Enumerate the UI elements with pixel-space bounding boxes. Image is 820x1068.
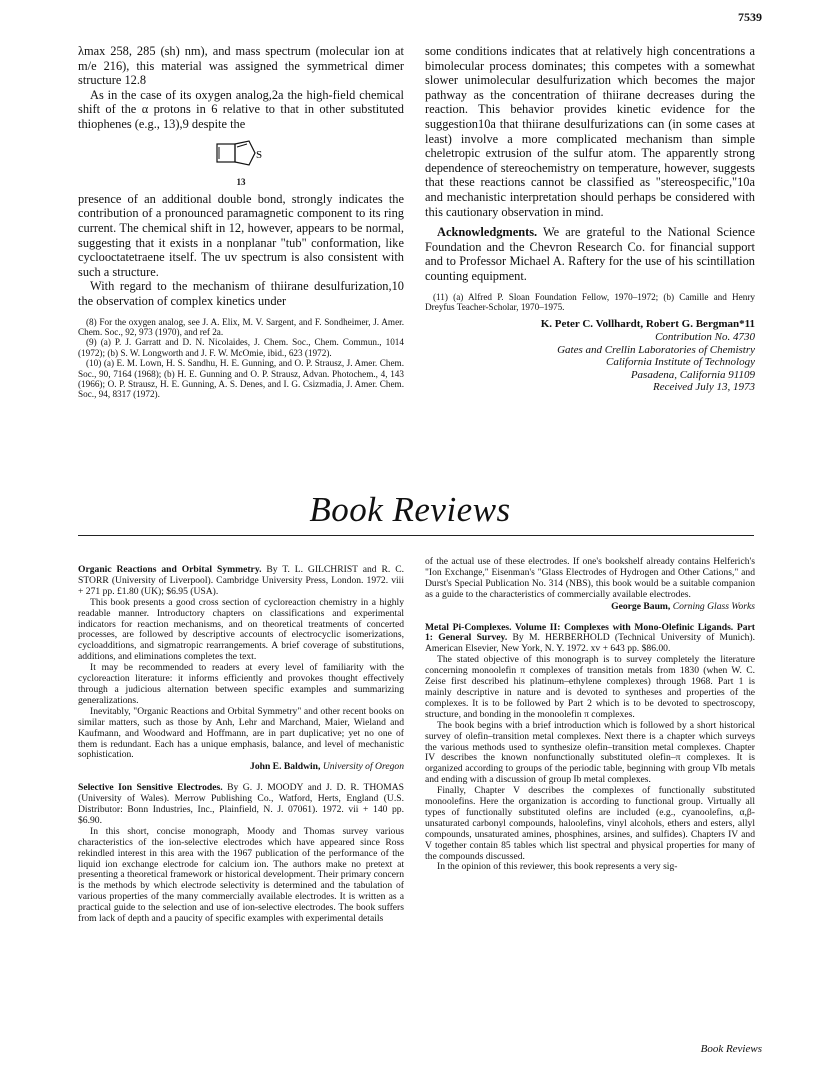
acknowledgments: [425, 225, 755, 283]
authors: K. Peter C. Vollhardt, Robert G. Bergman*11: [540, 318, 755, 331]
review-meta: By T. L. GILCHRIST and R. C. STORR (University of Liverpool). Cambridge University Press, London. 1972. viii + 271 pp. £1.80 (UK); $6.95 (USA).: [78, 564, 404, 597]
paragraph: Finally, Chapter V describes the complexes of functionally substituted monoolefins. Here the organization is according to functional group. Virtually all types of functionally substituted olefins are included (e.g., cyanoolefins, α,β-unsaturated carbonyl compounds, haloolefins, vinyl alcohols, ethers and esters, allyl compounds, unsaturated amines, phosphines, arsines, and sulfides). Chapters IV and V together contain 85 tables which list spectral and physical properties for many of the compounds discussed.: [425, 785, 755, 862]
paragraph: In this short, concise monograph, Moody and Thomas survey various characteristics of the ion-selective electrodes which have appeared since Ross rekindled interest in this area with the 1967 publication of the performance of the liquid ion exchange electrode for calcium ion. The authors make no pretext at presenting a theoretical framework or historical development. Their primary concern is the methods by which electrode selectivity is determined and the tabulation of various properties of the many commercially available electrodes. It is written as a practical guide to the selection and use of ion-selective electrodes. The book suffers from lack of depth and a paucity of specific examples with experimental details: [78, 825, 404, 925]
institute-affiliation: California Institute of Technology: [605, 356, 755, 369]
review-title: Selective Ion Sensitive Electrodes.: [78, 782, 223, 794]
footnotes: [78, 317, 404, 400]
paragraph: It may be recommended to readers at every level of familiarity with the cycloreaction literature: it informs efficiently and provokes thought effectively through a judicious alternation between specific examples and summarizing generalizations.: [78, 662, 404, 706]
paragraph: As in the case of its oxygen analog,2a the high-field chemical shift of the α protons in 6 relative to that in other substituted thiophenes (e.g., 13),9 despite the: [78, 87, 404, 131]
compound-number: 13: [236, 177, 246, 188]
cyclobutathiophene-icon: [211, 136, 271, 170]
review-title: Metal Pi-Complexes. Volume II: Complexes with Mono-Olefinic Ligands. Part 1: General Survey.: [425, 621, 755, 644]
contribution-number: Contribution No. 4730: [655, 330, 755, 343]
paragraph: of the actual use of these electrodes. If one's bookshelf already contains Helferich's "Ion Exchange," Eisenman's "Glass Electrodes of Hydrogen and Other Cations," and Durst's Special Publication No. 314 (NBS), this book would be a suitable companion as a guide to the characteristics of commercially available electrodes.: [425, 556, 755, 600]
paragraph: In the opinion of this reviewer, this book represents a very sig-: [437, 861, 678, 873]
reviewer-name: John E. Baldwin,: [250, 761, 321, 773]
section-title: Book Reviews: [309, 490, 511, 529]
page-number: 7539: [738, 10, 762, 24]
footnote-11: (11) (a) Alfred P. Sloan Foundation Fellow, 1970–1972; (b) Camille and Henry Dreyfus Teacher-Scholar, 1970–1975.: [425, 291, 755, 312]
address: Pasadena, California 91109: [630, 368, 755, 381]
paragraph: some conditions indicates that at relatively high concentrations a bimolecular process dominates; this competes with a somewhat slower unimolecular desulfurization which becomes the major pathway as the concentration of thiirane decreases during the reaction. This behavior provides kinetic evidence for the suggestion10a that thiirane desulfurizations can (in some cases at least) involve a more complicated mechanism than simple cheletropic extrusion of the sulfur atom. The apparently strong dependence of stereochemistry on temperature, however, suggests that these reactions cannot be classified as "stereospecific,"10a and mechanistic interpretation should perhaps be considered with this cautionary observation in mind.: [425, 44, 755, 219]
reviewer: [425, 602, 755, 613]
review-heading: [425, 623, 755, 656]
footnote-10: (10) (a) E. M. Lown, H. S. Sandhu, H. E. Gunning, and O. P. Strausz, J. Amer. Chem. Soc., 90, 7164 (1968); (b) H. E. Gunning and O. P. Strausz, Advan. Photochem., 4, 143 (1966); O. P. Strausz, H. E. Gunning, A. S. Denes, and I. G. Csizmadia, J. Amer. Chem. Soc., 94, 8317 (1972).: [78, 358, 404, 400]
lab-affiliation: Gates and Crellin Laboratories of Chemistry: [557, 343, 755, 356]
review-meta: By M. HERBERHOLD (Technical University of Munich). American Elsevier, New York, N. Y. 1972. xv + 643 pp. $86.00.: [425, 632, 755, 655]
reviewer-affiliation: Corning Glass Works: [672, 600, 755, 612]
paragraph: With regard to the mechanism of thiirane desulfurization,10 the observation of complex kinetics under: [78, 279, 404, 308]
paragraph: The book begins with a brief introduction which is followed by a short historical survey of olefin–transition metal complexes. Next there is a chapter which surveys the various methods used to synthesize olefin–transition metal complexes. Chapter IV describes the known nonfunctionally substituted olefin–π complexes. It is organized according to groups of the periodic table, beginning with group VIb metals and ending with a discussion of group Ib metal complexes.: [425, 719, 755, 786]
paragraph: The stated objective of this monograph is to survey completely the literature concerning monoolefin π complexes of transition metals from 1830 (when W. C. Zeise first described his platinum–ethylene complexes) through 1968. Part 1 is mainly descriptive in nature and is devoted to syntheses and properties of the complexes. It is to be followed by Part 2 which is to be devoted to spectroscopy, structure, and bonding in the monoolefin π complexes.: [425, 654, 755, 720]
review-heading: [78, 783, 404, 827]
paragraph: λmax 258, 285 (sh) nm), and mass spectrum (molecular ion at m/e 216), this material was assigned the symmetrical dimer structure 12.8: [78, 44, 404, 88]
received-date: Received July 13, 1973: [652, 381, 755, 394]
paragraph: Inevitably, "Organic Reactions and Orbital Symmetry" and other recent books on similar matters, such as those by Anh, Lehr and Marchand, Maier, Wieland and Kaufmann, and Woodward and Hoffmann, are in part duplicative; yet no one of them is redundant. Each has a unique emphasis, balance, and level of mechanistic sophistication.: [78, 705, 404, 761]
reviews-right-column: [425, 557, 755, 873]
review-heading: [78, 565, 404, 598]
footnote-8: (8) For the oxygen analog, see J. A. Elix, M. V. Sargent, and F. Sondheimer, J. Amer. Chem. Soc., 92, 973 (1970), and ref 2a.: [78, 316, 404, 337]
footnotes: [425, 292, 755, 313]
compound-13-structure: [78, 136, 404, 174]
running-footer: Book Reviews: [700, 1043, 762, 1055]
top-left-column: [78, 44, 404, 400]
review-title: Organic Reactions and Orbital Symmetry.: [78, 564, 262, 575]
acknowledgments-label: Acknowledgments.: [437, 225, 538, 240]
footnote-9: (9) (a) P. J. Garratt and D. N. Nicolaides, J. Chem. Soc., Chem. Commun., 1014 (1972); (b) S. W. Longworth and J. F. W. McOmie, ibid., 623 (1972).: [78, 337, 404, 358]
reviewer-affiliation: University of Oregon: [322, 761, 404, 773]
section-divider: [78, 535, 754, 536]
sulfur-label: S: [256, 148, 263, 161]
reviewer: [78, 762, 404, 773]
reviewer-name: George Baum,: [611, 600, 671, 612]
paragraph: This book presents a good cross section of cycloreaction chemistry in a highly readable manner. Introductory chapters on classifications and experimental indicators for reaction mechanisms, and on theoretical treatments of concerted processes, are followed by descriptive accounts of electrocyclic isomerizations, cycloadditions, and sigmatropic rearrangements. A brief coverage of substitutions, additions, and eliminations completes the text.: [78, 596, 404, 663]
acknowledgments-text: We are grateful to the National Science Foundation and the Chevron Research Co. for financial support and to Professor Michael A. Raftery for the use of his scintillation counting equipment.: [425, 225, 755, 283]
paragraph: presence of an additional double bond, strongly indicates the contribution of a pronounced paramagnetic component to its ring current. The chemical shift in 12, however, appears to be normal, suggesting that it exists in a nonplanar "tub" conformation, like cyclooctatetraene itself. The uv spectrum is also consistent with such a structure.: [78, 191, 404, 279]
review-meta: By G. J. MOODY and J. D. R. THOMAS (University of Wales). Merrow Publishing Co., Watford, Herts, England (U.S. Distributor: Bonn Industries, Inc., Plainfield, N. J. 07061). 1972. vii + 140 pp. $6.90.: [78, 782, 404, 826]
top-right-column: [425, 44, 755, 394]
reviews-left-column: [78, 565, 404, 925]
signature-block: [425, 318, 755, 394]
